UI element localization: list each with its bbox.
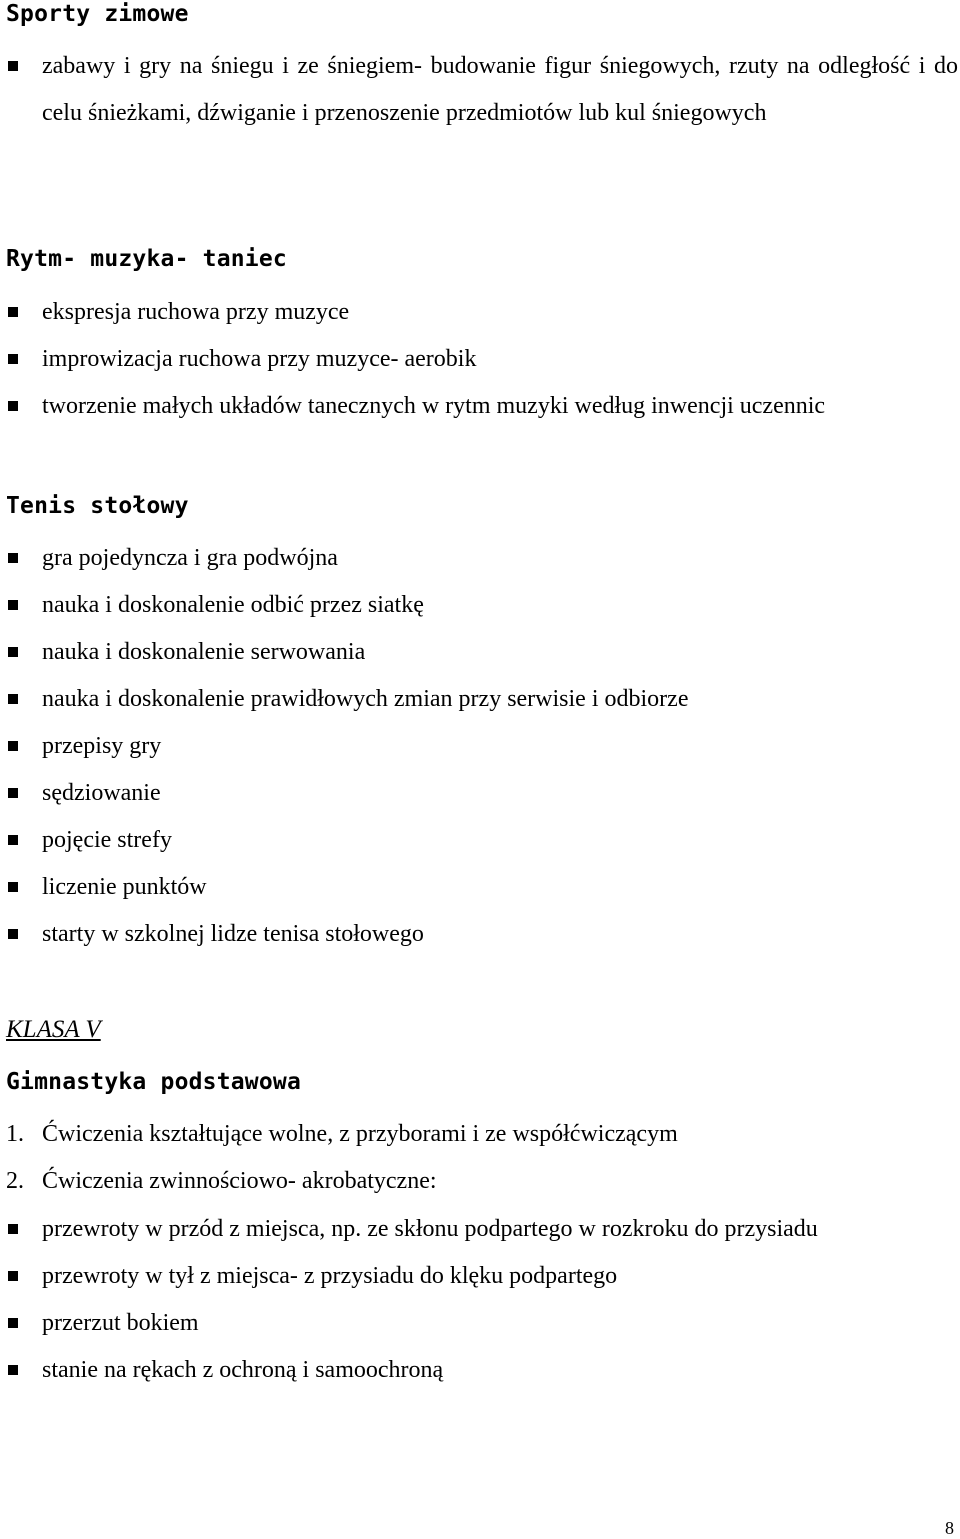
list-number: 1. [6, 1121, 24, 1147]
numbered-item: Ćwiczenia zwinnościowo- akrobatyczne: [42, 1168, 437, 1194]
square-bullet-icon [8, 929, 18, 939]
square-bullet-icon [8, 61, 18, 71]
square-bullet-icon [8, 354, 18, 364]
square-bullet-icon [8, 307, 18, 317]
list-item: starty w szkolnej lidze tenisa stołowego [42, 921, 424, 947]
square-bullet-icon [8, 647, 18, 657]
section-heading-tenis: Tenis stołowy [6, 493, 189, 519]
list-item: tworzenie małych układów tanecznych w rytm muzyki według inwencji uczennic [42, 393, 826, 419]
list-item: gra pojedyncza i gra podwójna [42, 545, 338, 571]
list-item: pojęcie strefy [42, 827, 172, 853]
square-bullet-icon [8, 882, 18, 892]
section-heading-gimnastyka: Gimnastyka podstawowa [6, 1069, 301, 1095]
list-item: liczenie punktów [42, 874, 207, 900]
section-heading-sporty-zimowe: Sporty zimowe [6, 1, 189, 27]
square-bullet-icon [8, 1271, 18, 1281]
square-bullet-icon [8, 741, 18, 751]
list-item: ekspresja ruchowa przy muzyce [42, 299, 350, 325]
list-item: przewroty w przód z miejsca, np. ze skłonu podpartego w rozkroku do przysiadu [42, 1216, 818, 1242]
list-item: przewroty w tył z miejsca- z przysiadu do klęku podpartego [42, 1263, 618, 1289]
list-item: przerzut bokiem [42, 1310, 199, 1336]
list-item: przepisy gry [42, 733, 162, 759]
page-number: 8 [945, 1518, 954, 1538]
list-item: improwizacja ruchowa przy muzyce- aerobik [42, 346, 477, 372]
list-item: zabawy i gry na śniegu i ze śniegiem- budowanie figur śniegowych, rzuty na odległość i do celu śnieżkami, dźwiganie i przenoszenie przedmiotów lub kul śniegowych [42, 53, 958, 126]
square-bullet-icon [8, 1365, 18, 1375]
square-bullet-icon [8, 401, 18, 411]
square-bullet-icon [8, 600, 18, 610]
square-bullet-icon [8, 788, 18, 798]
square-bullet-icon [8, 835, 18, 845]
square-bullet-icon [8, 1318, 18, 1328]
square-bullet-icon [8, 1224, 18, 1234]
numbered-item: Ćwiczenia kształtujące wolne, z przyborami i ze współćwiczącym [42, 1121, 678, 1147]
list-item: sędziowanie [42, 780, 161, 806]
list-item: nauka i doskonalenie prawidłowych zmian przy serwisie i odbiorze [42, 686, 689, 712]
square-bullet-icon [8, 694, 18, 704]
list-item: nauka i doskonalenie odbić przez siatkę [42, 592, 424, 618]
section-heading-rytm: Rytm- muzyka- taniec [6, 246, 287, 272]
list-item: nauka i doskonalenie serwowania [42, 639, 366, 665]
square-bullet-icon [8, 553, 18, 563]
list-number: 2. [6, 1168, 24, 1194]
list-item: stanie na rękach z ochroną i samoochroną [42, 1357, 444, 1383]
class-heading: KLASA V [6, 1016, 101, 1043]
